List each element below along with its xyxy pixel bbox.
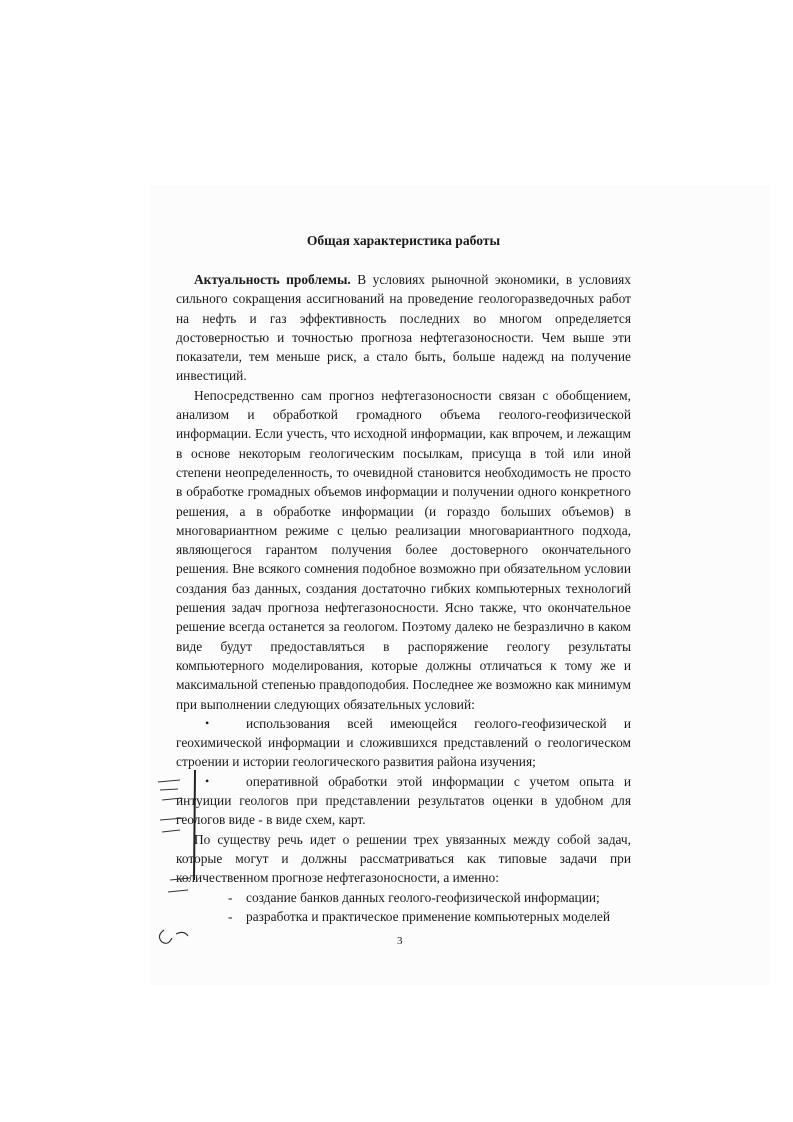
bullet-icon: • <box>205 715 210 730</box>
dash-text: разработка и практическое применение компьютерных моделей <box>246 908 610 924</box>
dash-icon: - <box>228 889 233 905</box>
list-item-dash <box>176 907 631 926</box>
paragraph-forecast: Непосредственно сам прогноз нефтегазоносности связан с обобщением, анализом и обработкой громадного объема геолого-геофизической информации. Если учесть, что исходной информации, как впрочем, и лежащим в основе некоторым геологическим посылкам, присуща в той или иной степени неопределенность, то очевидной становится необходимость не просто в обработке громадных объемов информации и получении одного конкретного решения, а в обработке информации (и гораздо больших объемов) в многовариантном режиме с целью реализации многовариантного подхода, являющегося гарантом получения более достоверного окончательного решения. Вне всякого сомнения подобное возможно при обязательном условии создания баз данных, создания достаточно гибких компьютерных технологий решения задач прогноза нефтегазоносности. Ясно также, что окончательное решение всегда останется за геологом. Поэтому далеко не безразлично в каком виде будут предоставляться в распоряжение геологу результаты компьютерного моделирования, которые должны отличаться к тому же и максимальной степенью правдоподобия. Последнее же возможно как минимум при выполнении следующих обязательных условий: <box>176 387 631 712</box>
paragraph-relevance <box>176 270 631 386</box>
bullet-icon: • <box>205 773 210 788</box>
dash-text: создание банков данных геолого-геофизической информации; <box>246 889 600 905</box>
document-title: Общая характеристика работы <box>306 233 501 248</box>
paragraph-text: В условиях рыночной экономики, в условиях сильного сокращения ассигнований на проведение геологоразведочных работ на нефть и газ эффективность последних во многом определяется достоверностью и точностью прогноза нефтегазоносности. Чем выше эти показатели, тем меньше риск, а стало быть, больше надежд на получение инвестиций. <box>176 272 631 384</box>
bullet-text: оперативной обработки этой информации с учетом опыта и интуиции геологов при представлении результатов оценки в удобном для геологов виде - в виде схем, карт. <box>176 773 631 828</box>
paragraph-tasks: По существу речь идет о решении трех увязанных между собой задач, которые могут и должны рассматриваться как типовые задачи при количественном прогнозе нефтегазоносности, а именно: <box>176 831 631 886</box>
list-item-bullet <box>176 772 631 830</box>
paragraph-lead: Актуальность проблемы. <box>194 272 351 287</box>
document-body <box>176 231 631 926</box>
list-item-bullet <box>176 714 631 772</box>
margin-pen-marks <box>150 760 210 960</box>
list-item-dash <box>176 888 631 907</box>
bullet-text: использования всей имеющейся геолого-геофизической и геохимической информации и сложившихся представлений о геологическом строении и истории геологического развития района изучения; <box>176 715 631 770</box>
page-number: 3 <box>397 935 403 947</box>
dash-icon: - <box>228 908 233 924</box>
